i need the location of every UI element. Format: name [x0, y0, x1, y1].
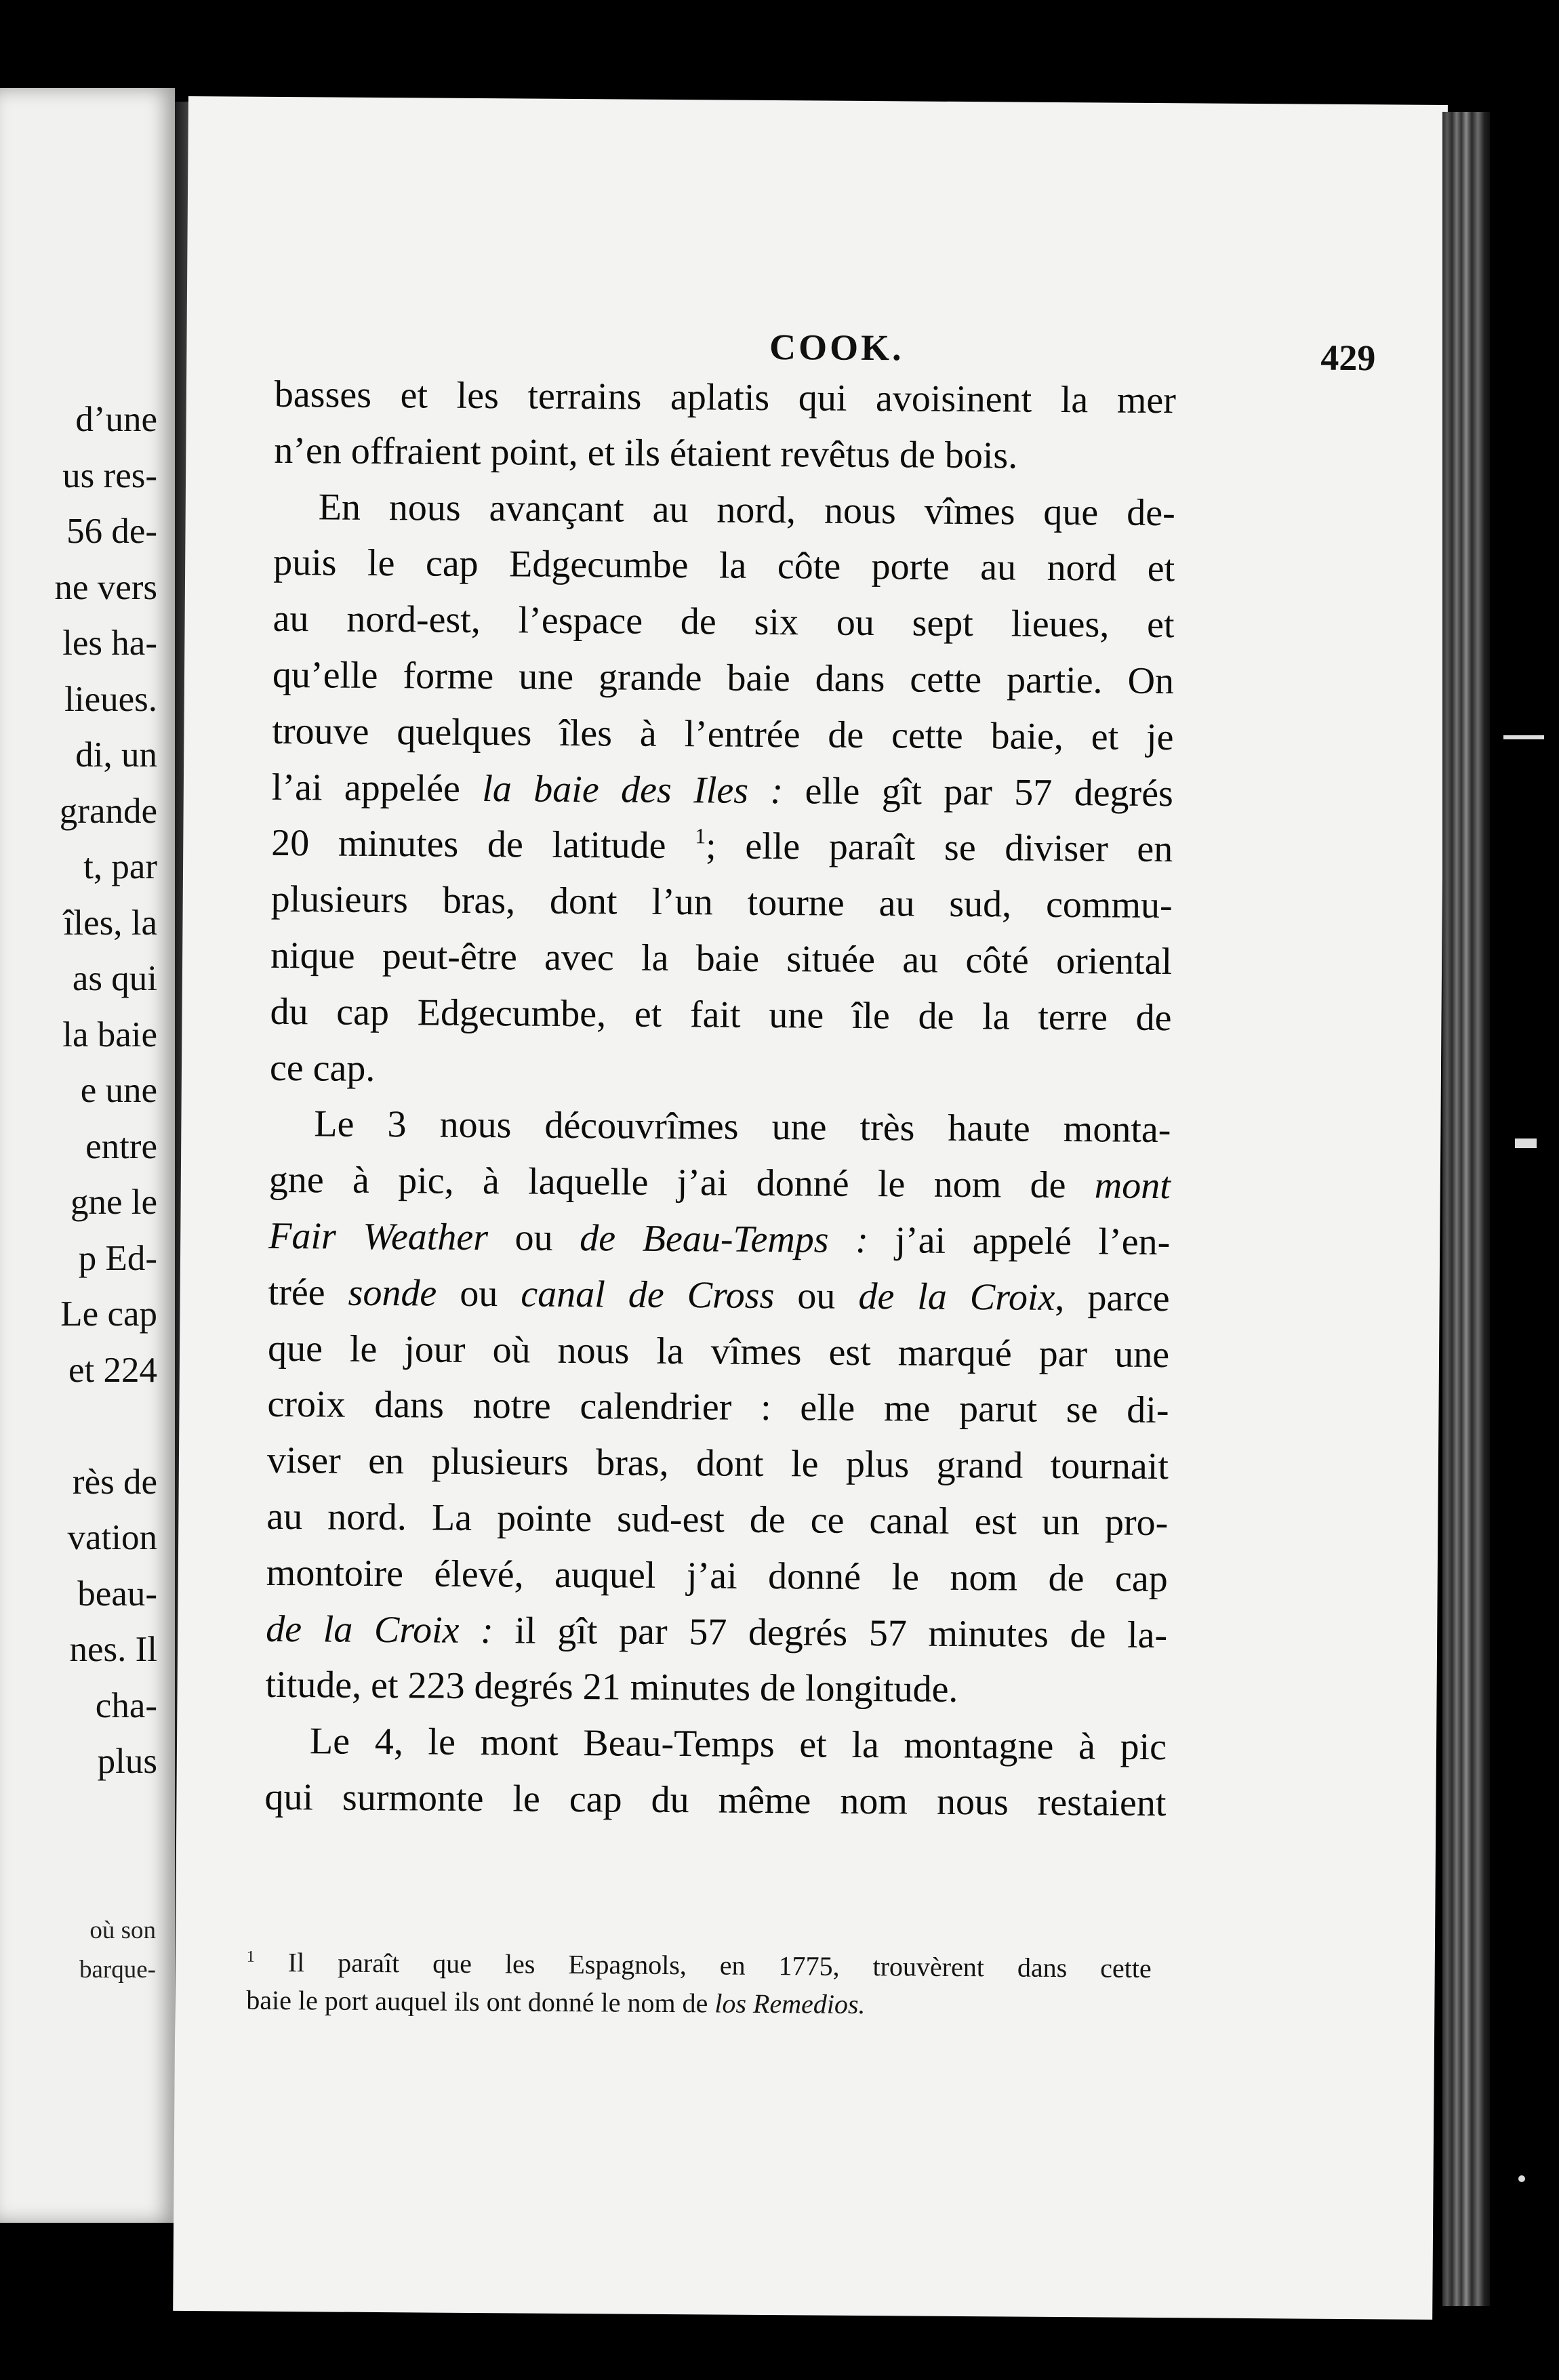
text-run: 20 minutes de latitude: [271, 822, 695, 867]
left-text-fragment: les ha-: [62, 623, 157, 663]
text-line: au nord-est, l’espace de six ou sept lieues, et: [272, 598, 1175, 647]
italic-text: la baie des Iles :: [482, 767, 784, 812]
left-text-fragment: Le cap: [60, 1294, 157, 1334]
text-line: [271, 815, 1173, 878]
left-text-fragment: d’une: [75, 400, 157, 439]
left-text-fragment: 56 de-: [66, 512, 157, 551]
left-text-fragment: plus: [97, 1742, 157, 1781]
left-footnote-fragment: barque-: [79, 1956, 156, 1984]
left-text-fragment: lieues.: [64, 679, 157, 719]
footnote-marker: 1: [246, 1948, 255, 1966]
text-run: ou: [774, 1274, 859, 1317]
left-text-fragment: nes. Il: [69, 1630, 157, 1669]
italic-text: de la Croix: [858, 1275, 1055, 1319]
footnote-text: Il paraît que les Espagnols, en 1775, trouvèrent dans cette: [287, 1947, 1152, 1984]
italic-text: canal de Cross: [521, 1273, 775, 1317]
text-run: ou: [437, 1272, 521, 1315]
text-line: qu’elle forme une grande baie dans cette partie. On: [272, 653, 1175, 703]
text-line: [268, 1265, 1170, 1327]
text-line: qui surmonte le cap du même nom nous restaient: [264, 1776, 1167, 1825]
left-text-fragment: as qui: [72, 959, 157, 998]
left-text-fragment: e une: [80, 1071, 157, 1110]
left-facing-page: [0, 88, 175, 2223]
text-line: puis le cap Edgecumbe la côte porte au nord et: [272, 541, 1175, 590]
left-text-fragment: t, par: [83, 847, 157, 886]
text-line: Le 3 nous découvrîmes une très haute monta-: [314, 1103, 1171, 1151]
text-run: elle gît par 57 degrés: [782, 769, 1174, 815]
left-text-fragment: et 224: [68, 1350, 157, 1390]
footnote-text: baie le port auquel ils ont donné le nom de: [246, 1984, 715, 2019]
text-line: viser en plusieurs bras, dont le plus grand tournait: [266, 1439, 1169, 1488]
left-text-fragment: vation: [67, 1518, 157, 1557]
scan-speck: [1503, 735, 1544, 739]
text-line: n’en offraient point, et ils étaient revêtus de bois.: [274, 429, 1018, 477]
italic-text: de la Croix :: [265, 1607, 494, 1651]
text-run: gne à pic, à laquelle j’ai donné le nom de: [268, 1159, 1095, 1207]
text-line: nique peut-être avec la baie située au côté oriental: [270, 934, 1173, 983]
left-text-fragment: gne le: [70, 1183, 157, 1222]
left-page-footnote: [0, 1911, 156, 1990]
body-text: [264, 367, 1176, 1832]
left-text-fragment: rès de: [72, 1462, 157, 1502]
text-line: En nous avançant au nord, nous vîmes que de-: [318, 485, 1175, 534]
text-line: [268, 1208, 1171, 1271]
footnote-line: [247, 1944, 1152, 1988]
left-text-fragment: us res-: [62, 455, 157, 495]
footnote-line: [246, 1982, 1151, 2026]
text-run: l’ai appelée: [271, 766, 483, 810]
text-line: que le jour où nous la vîmes est marqué par une: [267, 1327, 1170, 1376]
page-stack-edge: [1442, 112, 1490, 2306]
footnote-italic: los Remedios.: [714, 1988, 866, 2020]
text-line: plusieurs bras, dont l’un tourne au sud, commu-: [270, 878, 1173, 927]
text-line: titude, et 223 degrés 21 minutes de longitude.: [265, 1664, 958, 1711]
text-line: [272, 759, 1174, 821]
left-text-fragment: di, un: [75, 735, 157, 775]
left-page-text: [0, 392, 157, 1790]
running-title: COOK.: [769, 326, 904, 369]
left-text-fragment: beau-: [77, 1574, 157, 1614]
text-run: trée: [268, 1271, 348, 1314]
left-text-fragment: la baie: [62, 1014, 157, 1054]
book-page: [173, 96, 1448, 2320]
left-footnote-fragment: où son: [89, 1916, 156, 1944]
italic-text: de Beau-Temps :: [580, 1217, 869, 1261]
scan-speck: [1515, 1138, 1537, 1148]
page-number: 429: [1320, 337, 1376, 379]
left-text-fragment: grande: [59, 791, 157, 831]
text-line: basses et les terrains aplatis qui avoisinent la mer: [274, 373, 1177, 422]
left-text-fragment: entre: [85, 1126, 157, 1166]
left-text-fragment: cha-: [95, 1685, 157, 1725]
left-text-fragment: îles, la: [63, 903, 157, 943]
text-run: j’ai appelé l’en-: [868, 1218, 1171, 1264]
text-line: ce cap.: [269, 1046, 376, 1090]
italic-text: Fair Weather: [268, 1214, 489, 1259]
scan-speck: [1518, 2175, 1525, 2182]
text-line: montoire élevé, auquel j’ai donné le nom de cap: [266, 1551, 1168, 1600]
text-line: [266, 1601, 1168, 1663]
left-text-fragment: p Ed-: [78, 1238, 157, 1278]
italic-text: sonde: [348, 1271, 437, 1315]
text-run: il gît par 57 degrés 57 minutes de la-: [493, 1609, 1168, 1656]
text-run: , parce: [1055, 1276, 1170, 1319]
text-line: Le 4, le mont Beau-Temps et la montagne à pic: [309, 1720, 1167, 1769]
italic-text: mont: [1094, 1164, 1171, 1208]
left-text-fragment: ne vers: [54, 567, 157, 607]
text-run: ; elle paraît se diviser en: [705, 825, 1173, 871]
text-line: au nord. La pointe sud-est de ce canal est un pro-: [266, 1495, 1169, 1544]
left-text-fragment: [0, 1398, 157, 1454]
footnote: [246, 1944, 1152, 2026]
text-line: croix dans notre calendrier : elle me parut se di-: [267, 1383, 1169, 1432]
text-line: trouve quelques îles à l’entrée de cette baie, et je: [272, 710, 1174, 758]
text-line: du cap Edgecumbe, et fait une île de la terre de: [270, 990, 1172, 1039]
text-run: ou: [487, 1216, 580, 1260]
text-line: [269, 1152, 1171, 1214]
footnote-reference: 1: [695, 823, 706, 848]
